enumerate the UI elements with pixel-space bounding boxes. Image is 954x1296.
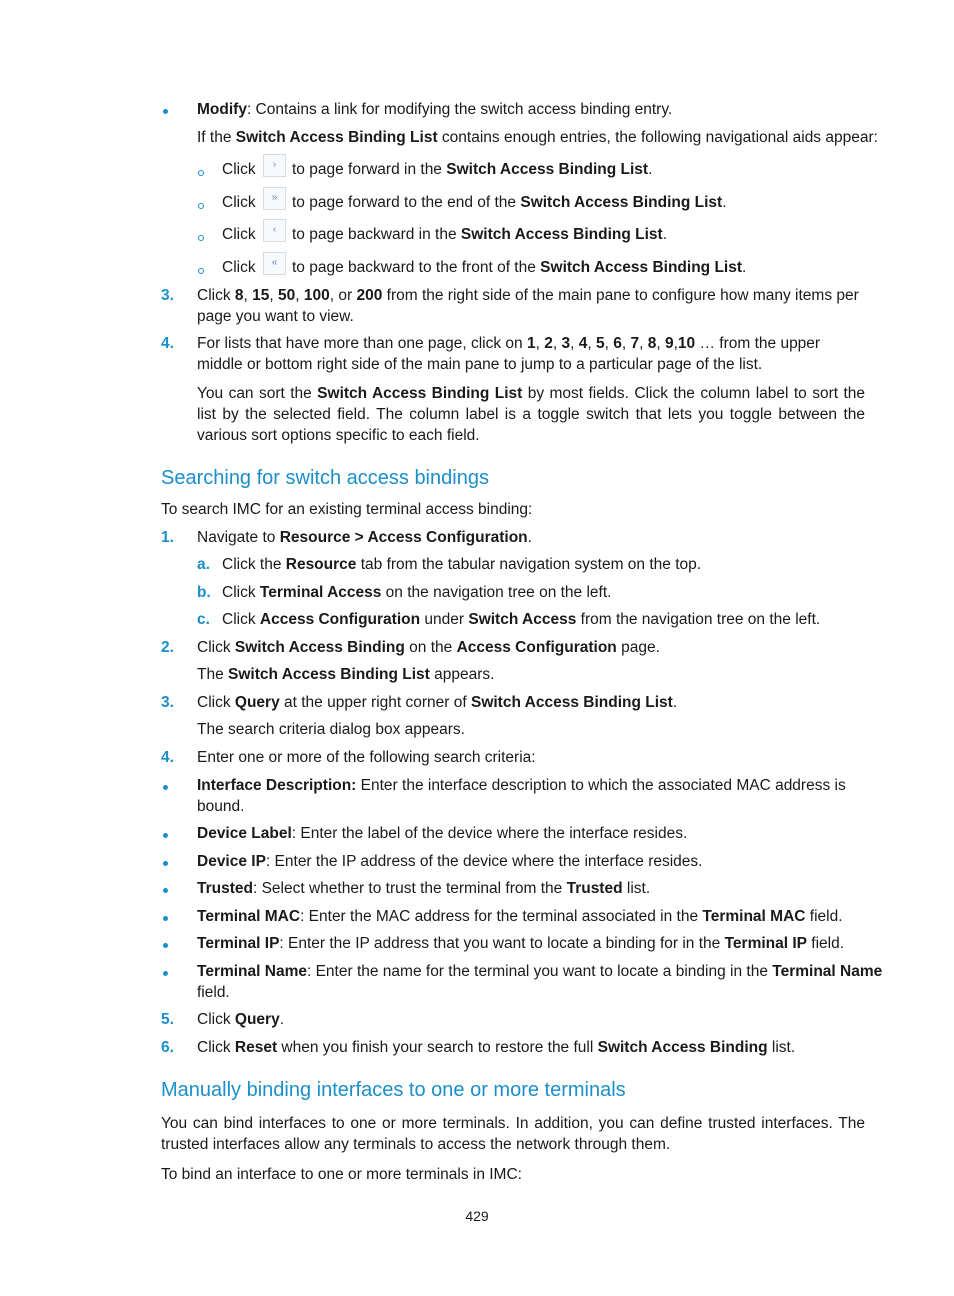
step-number: 6. [161, 1039, 174, 1056]
nav-aid-text: to page backward in the Switch Access Binding List. [292, 226, 668, 243]
step-number: 5. [161, 1011, 174, 1028]
section-paragraph: You can bind interfaces to one or more terminals. In addition, you can define trusted interfaces. The trusted interfaces allow any terminals to access the network through them. [161, 1115, 865, 1153]
page-number: 429 [465, 1208, 489, 1224]
modify-item: Modify: Contains a link for modifying the switch access binding entry. [197, 101, 673, 118]
page-back-icon: ‹ [263, 219, 286, 242]
criterion-interface-description-cont: bound. [197, 798, 245, 815]
nav-aid-click: Click [222, 194, 256, 211]
nav-aid-text: to page forward to the end of the Switch Access Binding List. [292, 194, 727, 211]
nav-aid-text: to page backward to the front of the Switch Access Binding List. [292, 259, 747, 276]
step-reset: Click Reset when you finish your search to restore the full Switch Access Binding list. [197, 1039, 796, 1056]
step-criteria: Enter one or more of the following search criteria: [197, 749, 536, 766]
bullet-icon [163, 785, 168, 790]
page-first-icon: « [263, 252, 286, 275]
step-page-jump: For lists that have more than one page, click on 1, 2, 3, 4, 5, 6, 7, 8, 9,10 … from the upper [197, 335, 821, 352]
nav-aid-click: Click [222, 226, 256, 243]
step-result: The search criteria dialog box appears. [197, 721, 465, 738]
bullet-icon [163, 971, 168, 976]
step-result: The Switch Access Binding List appears. [197, 666, 495, 683]
nav-aids-intro: If the Switch Access Binding List contains enough entries, the following navigational aids appear: [197, 129, 878, 146]
bullet-icon [163, 888, 168, 893]
substep-letter: c. [197, 611, 210, 628]
step-number: 4. [161, 749, 174, 766]
sort-note: You can sort the Switch Access Binding List by most fields. Click the column label to sort the list by the selected field. The column label is a toggle switch that lets you toggle between the various sort options specific to each field. [197, 385, 866, 444]
step-switch-access-binding: Click Switch Access Binding on the Access Configuration page. [197, 639, 660, 656]
criterion-terminal-mac: Terminal MAC: Enter the MAC address for the terminal associated in the Terminal MAC field. [197, 908, 843, 925]
step-query: Click Query at the upper right corner of Switch Access Binding List. [197, 694, 678, 711]
criterion-trusted: Trusted: Select whether to trust the terminal from the Trusted list. [197, 880, 651, 897]
section-intro: To search IMC for an existing terminal access binding: [161, 501, 533, 518]
bullet-icon [163, 943, 168, 948]
section-paragraph: To bind an interface to one or more terminals in IMC: [161, 1166, 522, 1183]
sub-bullet-icon [198, 268, 204, 274]
page-forward-icon: › [263, 154, 286, 177]
sub-bullet-icon [198, 203, 204, 209]
sub-bullet-icon [198, 235, 204, 241]
criterion-device-ip: Device IP: Enter the IP address of the device where the interface resides. [197, 853, 703, 870]
step-number: 3. [161, 287, 174, 304]
step-number: 1. [161, 529, 174, 546]
bullet-icon [163, 861, 168, 866]
step-page-jump-cont: middle or bottom right side of the main pane to jump to a particular page of the list. [197, 356, 763, 373]
nav-aid-text: to page forward in the Switch Access Binding List. [292, 161, 653, 178]
substep-letter: b. [197, 584, 211, 601]
nav-aid-click: Click [222, 259, 256, 276]
step-items-per-page-cont: page you want to view. [197, 308, 354, 325]
criterion-terminal-ip: Terminal IP: Enter the IP address that you want to locate a binding for in the Terminal IP field. [197, 935, 845, 952]
substep-resource-tab: Click the Resource tab from the tabular navigation system on the top. [222, 556, 702, 573]
sub-bullet-icon [198, 170, 204, 176]
criterion-terminal-name: Terminal Name: Enter the name for the terminal you want to locate a binding in the Terminal Name [197, 963, 883, 980]
step-navigate: Navigate to Resource > Access Configuration. [197, 529, 532, 546]
page-last-icon: » [263, 187, 286, 210]
section-heading: Manually binding interfaces to one or more terminals [161, 1079, 626, 1101]
step-click-query: Click Query. [197, 1011, 285, 1028]
bullet-icon [163, 109, 168, 114]
criterion-device-label: Device Label: Enter the label of the device where the interface resides. [197, 825, 688, 842]
step-number: 4. [161, 335, 174, 352]
section-heading: Searching for switch access bindings [161, 467, 489, 489]
bullet-icon [163, 916, 168, 921]
substep-letter: a. [197, 556, 210, 573]
criterion-terminal-name-cont: field. [197, 984, 230, 1001]
substep-access-configuration: Click Access Configuration under Switch Access from the navigation tree on the left. [222, 611, 821, 628]
bullet-icon [163, 833, 168, 838]
step-number: 2. [161, 639, 174, 656]
nav-aid-click: Click [222, 161, 256, 178]
substep-terminal-access: Click Terminal Access on the navigation tree on the left. [222, 584, 612, 601]
step-items-per-page: Click 8, 15, 50, 100, or 200 from the right side of the main pane to configure how many items per [197, 287, 859, 304]
step-number: 3. [161, 694, 174, 711]
criterion-interface-description: Interface Description: Enter the interface description to which the associated MAC address is [197, 777, 846, 794]
